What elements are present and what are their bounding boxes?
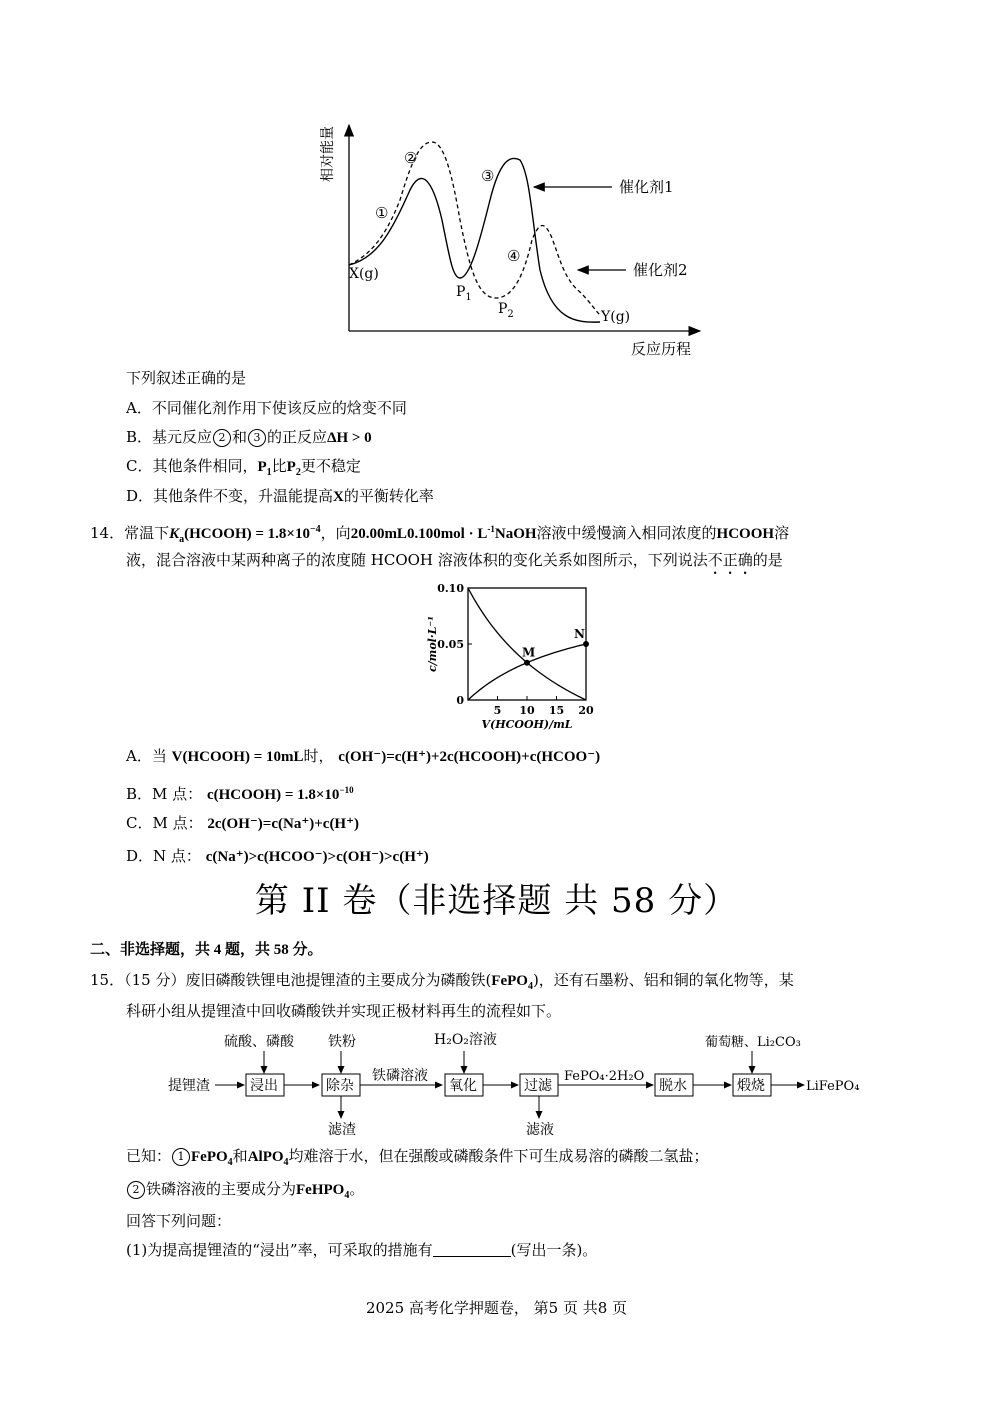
q14-line1: 14．常温下$K_a(HCOOH) = 1.8\times 10^{-4}$，向$20.00mL0.100mol \cdot L^{-1}NaOH$溶液中缓慢滴入相同浓度的HCOOH溶 [90, 524, 790, 545]
flow-leach: 浸出 [250, 1078, 278, 1094]
chart-x-tick-label: 20 [578, 704, 594, 717]
chart-point-M [524, 660, 530, 666]
catalyst2-curve [349, 142, 600, 315]
q13-option-a: A．不同催化剂作用下使该反应的焓变不同 [126, 399, 407, 417]
energy-x-label: 反应历程 [631, 340, 692, 358]
chart-y-tick-label: 0 [456, 694, 464, 707]
process-flow-diagram [160, 1024, 880, 1142]
energy-profile-diagram [320, 120, 720, 365]
flow-dehydrate: 脱水 [659, 1078, 687, 1094]
catalyst2-label: 催化剂2 [633, 261, 688, 279]
flow-filtrate: 滤液 [526, 1122, 554, 1138]
q14-option-c: C．M 点： 2c(OH⁻)=c(Na⁺)+c(H⁺) [126, 814, 360, 832]
chart-y-tick-label: 0.05 [437, 638, 464, 651]
flow-in-leach: 硫酸、磷酸 [224, 1034, 294, 1050]
step-2-label: ② [404, 149, 418, 167]
page-footer: 2025 高考化学押题卷， 第5 页 共8 页 [365, 1299, 628, 1317]
q13-stem: 下列叙述正确的是 [126, 369, 247, 387]
q15-line1: 15．（15 分）废旧磷酸铁锂电池提锂渣的主要成分为磷酸铁(FePO$_4$)，还有石墨粉、铝和铜的氧化物等，某 [90, 971, 794, 992]
q14-option-b: B．M 点： c(HCOOH) = $1.8\times 10^{-10}$ [126, 785, 354, 803]
q15-answer-prompt: 回答下列问题： [126, 1212, 232, 1230]
flow-purify: 除杂 [326, 1078, 354, 1094]
section-title: 第 II 卷（非选择题 共 58 分） [254, 881, 739, 921]
chart-point-label: M [522, 645, 536, 660]
chart-x-tick-label: 15 [548, 704, 565, 717]
catalyst1-curve [349, 158, 600, 322]
chart-point-label: N [574, 627, 585, 641]
step-4-label: ④ [507, 247, 521, 265]
flow-in-calcine: 葡萄糖、Li₂CO₃ [705, 1035, 801, 1050]
answer-blank[interactable] [433, 1242, 511, 1257]
p1-label: $P_1$ [456, 284, 472, 303]
part2-heading: 二、非选择题，共 4 题，共 58 分。 [90, 942, 323, 958]
q15-line2: 科研小组从提锂渣中回收磷酸铁并实现正极材料再生的流程如下。 [126, 1002, 562, 1020]
chart-frame [468, 588, 586, 700]
step-3-label: ③ [481, 167, 495, 185]
chart-y-tick-label: 0.10 [437, 582, 464, 595]
q14-option-d: D．N 点： c(Na⁺)>c(HCOO⁻)>c(OH⁻)>c(H⁺) [126, 847, 429, 865]
q14-line2: 液，混合溶液中某两种离子的浓度随 HCOOH 溶液体积的变化关系如图所示，下列说法不正确的是 [126, 551, 783, 569]
chart-x-label: V(HCOOH)/mL [481, 718, 573, 731]
flow-product: LiFePO₄ [806, 1079, 860, 1094]
end-label: Y(g) [601, 309, 631, 325]
start-label: X(g) [349, 266, 379, 282]
q15-sub1: (1)为提高提锂渣的“浸出”率，可采取的措施有 (写出一条)。 [126, 1241, 598, 1259]
flow-calcine: 煅烧 [737, 1078, 765, 1094]
chart-x-tick-label: 5 [493, 704, 502, 717]
q13-option-c: C．其他条件相同，$P_1$比$P_2$更不稳定 [126, 457, 361, 478]
flow-in-purify: 铁粉 [328, 1034, 356, 1050]
flow-product-mid: FePO₄·2H₂O [564, 1069, 645, 1084]
step-1-label: ① [375, 204, 389, 222]
chart-series-line-1 [468, 588, 586, 700]
q13-option-b: B．基元反应 2 和 3 的正反应ΔH > 0 [126, 428, 372, 446]
q15-known-1: 已知： 1 FePO$_4$和AlPO$_4$均难溶于水，但在强酸或磷酸条件下可生成易溶的磷酸二氢盐； [126, 1147, 709, 1168]
energy-y-label: 相对能量 [320, 126, 336, 182]
chart-x-tick-label: 10 [519, 704, 535, 717]
catalyst1-label: 催化剂1 [619, 178, 674, 196]
q13-option-d: D．其他条件不变，升温能提高X的平衡转化率 [126, 487, 434, 505]
flow-start: 提锂渣 [168, 1078, 210, 1094]
q14-option-a: A．当 V(HCOOH) = 10mL时， c(OH⁻)=c(H⁺)+2c(HCOOH)+c(HCOO⁻) [126, 747, 601, 765]
chart-y-label: c/mol·L⁻¹ [426, 615, 439, 673]
flow-filter: 过滤 [524, 1078, 552, 1094]
flow-solution: 铁磷溶液 [372, 1068, 428, 1084]
flow-oxidize: 氧化 [449, 1078, 477, 1094]
chart-point-N [583, 641, 589, 647]
q15-known-2: 2 铁磷溶液的主要成分为FeHPO$_4$。 [126, 1179, 364, 1206]
titration-chart [420, 578, 610, 738]
flow-in-oxidize: H₂O₂溶液 [434, 1032, 497, 1048]
p2-label: $P_2$ [498, 301, 514, 320]
flow-residue: 滤渣 [328, 1122, 356, 1138]
